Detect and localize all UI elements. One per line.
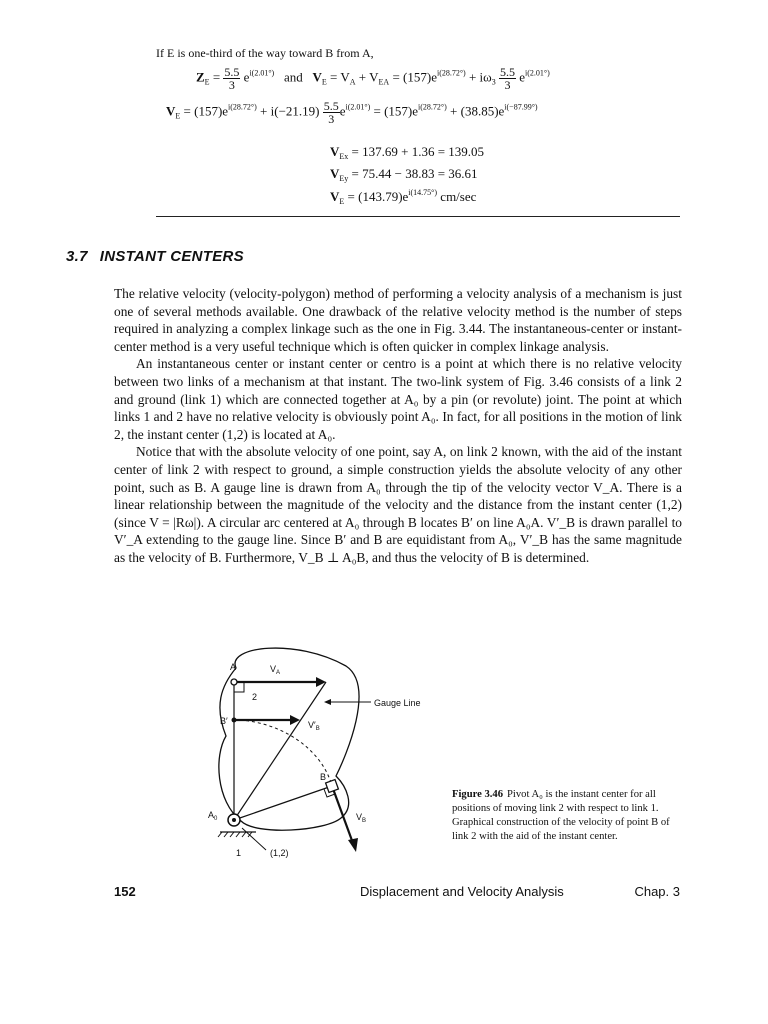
gauge-leader-arrowhead <box>324 699 331 705</box>
equation-vey: $V_{Ey} = 75.44 - 38.83 = 36.61$ <box>330 166 478 183</box>
equation-ve-expanded: $V_E = (157)e^{i(28.72^\circ)} + i(-21.19)$ $\frac{5.5}{3}$ $e^{i(2.01^\circ)} = (157)e^{i(28.72^\circ)} + (38.85)e^{i(-87.99^\circ)}$ <box>166 99 538 126</box>
label-a0: $A_0$ <box>208 810 218 822</box>
label-a: A <box>230 662 237 672</box>
intro-text: If E is one-third of the way toward B from A, <box>156 46 374 60</box>
label-va: $V_A$ <box>270 664 281 676</box>
joint-a <box>231 679 237 685</box>
label-ground-1: 1 <box>236 848 242 858</box>
label-vb: $V_B$ <box>356 812 367 824</box>
vb-arrowhead <box>348 838 358 852</box>
label-link-2: 2 <box>252 692 258 702</box>
figure-caption <box>452 788 686 844</box>
caption-text: Pivot A₀ is the instant center for all positions of moving link 2 with respect to link 1. Graphical construction of the velocity of point B of link 2 with the aid of the instant center. <box>452 789 670 842</box>
joint-b <box>326 780 339 793</box>
section-divider <box>156 216 680 217</box>
linkage-diagram <box>196 636 456 872</box>
joint-bprime <box>232 718 237 723</box>
label-vbprime: $V'_B$ <box>308 720 320 732</box>
figure-3-46 <box>196 636 456 872</box>
label-gauge-line: Gauge Line <box>374 698 421 708</box>
section-number: 3.7 <box>66 248 88 265</box>
page-footer <box>114 884 680 902</box>
paragraph-1: The relative velocity (velocity-polygon) method of performing a velocity analysis of a mechanism is just one of several methods available. One drawback of the relative velocity method is the number of steps required in analyzing a complex linkage such as the one in Fig. 3.44. The instantaneous-center or instant-center method is a very useful technique which is often quicker in complex linkage analysis. <box>114 286 682 354</box>
paragraph-2: An instantaneous center or instant center or centro is a point at which there is no relative velocity between two links of a mechanism at that instant. The two-link system of Fig. 3.46 consists of a link 2 and ground (link 1) which are connected together at A₀ by a pin (or revolute) joint. The point at which links 1 and 2 have no relative velocity is obviously point A₀. In fact, for all positions in the motion of link 2, the instant center (1,2) is located at A₀. <box>114 356 682 442</box>
line-a0-b <box>234 786 332 820</box>
section-heading <box>66 248 244 265</box>
label-instant-center: (1,2) <box>270 848 289 858</box>
section-title: INSTANT CENTERS <box>99 248 244 265</box>
label-bprime: B′ <box>220 716 228 726</box>
va-arrowhead <box>316 677 326 687</box>
page-number: 152 <box>114 884 136 899</box>
label-b: B <box>320 772 327 782</box>
ic-leader <box>242 828 266 850</box>
equation-ve-result: $V_E = (143.79)e^{i(14.75^\circ)}$ cm/sec <box>330 188 477 206</box>
vb-vector <box>332 786 354 846</box>
gauge-line <box>234 682 326 820</box>
equation-ze-ve: $Z_E$ = $\frac{5.5}{3}$ $e^{i(2.01^\circ)}$ and $V_E = V_A + V_{EA} = (157)e^{i(28.72^\circ)} + i\omega_3$ $\frac{5.5}{3}$ $e^{i(2.01^\circ)}$ <box>196 65 550 92</box>
body-text <box>114 285 682 567</box>
pivot-a0-center <box>232 818 236 822</box>
running-title: Displacement and Velocity Analysis <box>360 884 564 899</box>
equation-vex: $V_{Ex} = 137.69 + 1.36 = 139.05$ <box>330 144 485 161</box>
paragraph-3: Notice that with the absolute velocity of one point, say A, on link 2 known, with the aid of the instant center of link 2 with respect to ground, a simple construction yields the absolute velocity of any other point, such as B. A gauge line is drawn from A₀ through the tip of the velocity vector V_A. There is a linear relationship between the magnitude of the velocity and the distance from the instant center (1,2) (since V = |Rω|). A circular arc centered at A₀ through B locates B′ on line A₀A. V′_B is drawn parallel to V′_A extending to the gauge line. Since B′ and B are equidistant from A₀, V′_B has the same magnitude as the velocity of B. Furthermore, V_B ⊥ A₀B, and thus the velocity of B is determined. <box>114 444 682 565</box>
chapter-label: Chap. 3 <box>634 884 680 899</box>
caption-label: Figure 3.46 <box>452 789 504 800</box>
